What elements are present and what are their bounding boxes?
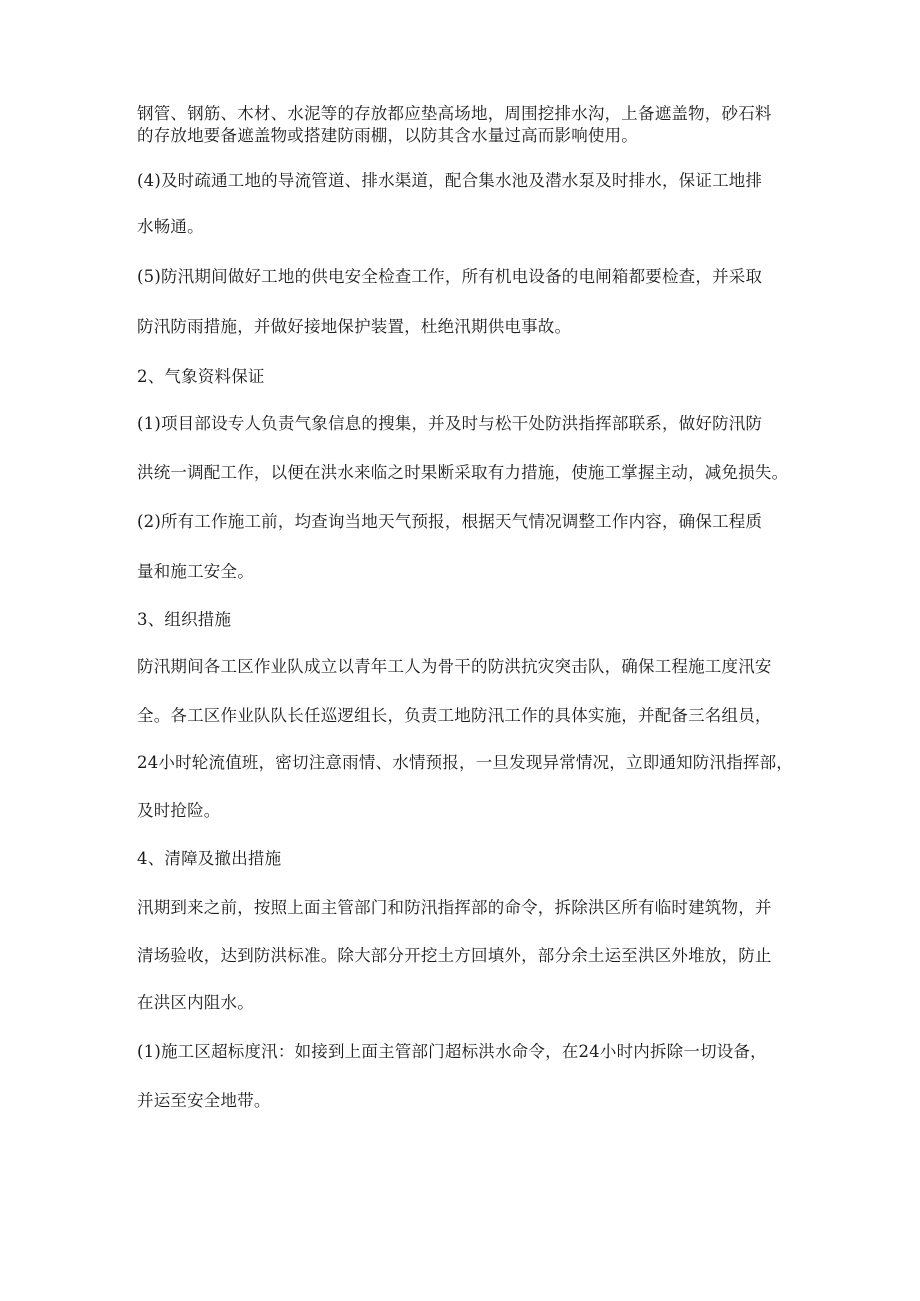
paragraph-line: 洪统一调配工作，以便在洪水来临之时果断采取有力措施，使施工掌握主动，减免损失。 [137,463,789,482]
paragraph-line: 的存放地要备遮盖物或搭建防雨棚，以防其含水量过高而影响使用。 [137,126,638,145]
paragraph-line: (1)项目部设专人负责气象信息的搜集，并及时与松干处防洪指挥部联系，做好防汛防 [137,414,763,433]
paragraph-line: (5)防汛期间做好工地的供电安全检查工作，所有机电设备的电闸箱都要检查，并采取 [137,267,763,286]
paragraph-line: 汛期到来之前，按照上面主管部门和防汛指挥部的命令，拆除洪区所有临时建筑物，并 [137,898,772,917]
section-heading: 4、清障及撤出措施 [137,849,282,868]
paragraph-line: 防汛期间各工区作业队成立以青年工人为骨干的防洪抗灾突击队，确保工程施工度汛安 [137,657,772,676]
section-heading: 2、气象资料保证 [137,367,265,386]
paragraph-line: (4)及时疏通工地的导流管道、排水渠道，配合集水池及潜水泵及时排水，保证工地排 [137,171,763,190]
paragraph-line: 量和施工安全。 [137,562,254,581]
paragraph-line: 钢管、钢筋、木材、水泥等的存放都应垫高场地，周围挖排水沟，上备遮盖物，砂石料 [137,104,772,123]
paragraph-line: 清场验收，达到防洪标准。除大部分开挖土方回填外，部分余土运至洪区外堆放，防止 [137,946,772,965]
paragraph-line: (1)施工区超标度汛：如接到上面主管部门超标洪水命令，在24小时内拆除一切设备， [137,1042,767,1061]
paragraph-line: 并运至安全地带。 [137,1091,271,1110]
paragraph-line: 防汛防雨措施，并做好接地保护装置，杜绝汛期供电事故。 [137,317,572,336]
paragraph-line: 全。各工区作业队队长任巡逻组长，负责工地防汛工作的具体实施，并配备三名组员， [137,706,772,725]
paragraph-line: (2)所有工作施工前，均查询当地天气预报，根据天气情况调整工作内容，确保工程质 [137,512,763,531]
paragraph-line: 在洪区内阻水。 [137,993,254,1012]
paragraph-line: 24小时轮流值班，密切注意雨情、水情预报，一旦发现异常情况，立即通知防汛指挥部， [137,753,793,772]
paragraph-line: 水畅通。 [137,217,204,236]
section-heading: 3、组织措施 [137,610,232,629]
paragraph-line: 及时抢险。 [137,801,221,820]
